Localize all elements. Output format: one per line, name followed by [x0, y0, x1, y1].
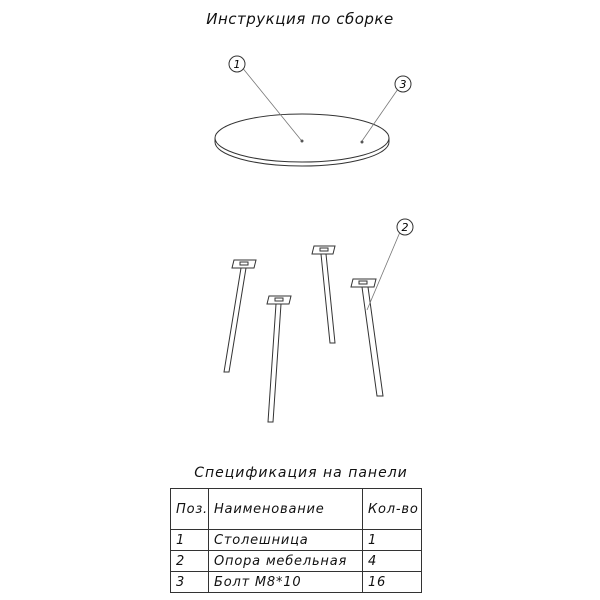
table-leg-3 — [267, 296, 291, 422]
row-name: Болт М8*10 — [208, 572, 362, 593]
header-qty: Кол-во — [362, 489, 421, 530]
row-pos: 3 — [171, 572, 209, 593]
row-pos: 2 — [171, 551, 209, 572]
table-leg-4 — [351, 279, 383, 396]
callout-2 — [367, 219, 413, 310]
table-row — [171, 530, 422, 551]
table-row — [171, 551, 422, 572]
header-pos: Поз. — [171, 489, 209, 530]
table-header-row — [171, 489, 422, 530]
row-qty: 4 — [362, 551, 421, 572]
row-pos: 1 — [171, 530, 209, 551]
callout-3-label: 3 — [399, 78, 407, 91]
page-title: Инструкция по сборке — [206, 10, 394, 28]
row-qty: 1 — [362, 530, 421, 551]
row-name: Опора мебельная — [208, 551, 362, 572]
table-row — [171, 572, 422, 593]
callout-2-label: 2 — [401, 221, 409, 234]
table-leg-2 — [312, 246, 335, 343]
specification-table — [170, 488, 422, 593]
table-leg-1 — [224, 260, 256, 372]
row-qty: 16 — [362, 572, 421, 593]
header-name: Наименование — [208, 489, 362, 530]
row-name: Столешница — [208, 530, 362, 551]
specification-title: Спецификация на панели — [194, 465, 408, 481]
callout-1-label: 1 — [233, 58, 241, 71]
